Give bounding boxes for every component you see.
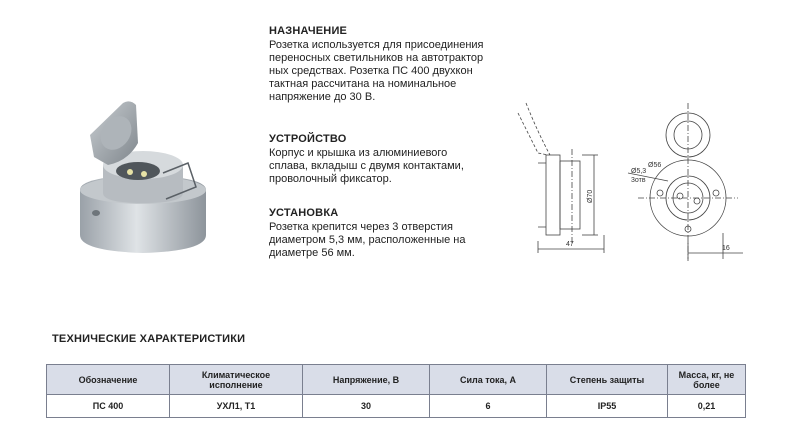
section-line: проволочный фиксатор. — [269, 173, 392, 185]
side-view — [518, 103, 604, 253]
section-line: Корпус и крышка из алюминиевого — [269, 147, 448, 159]
section-line: переносных светильников на автотрактор — [269, 52, 484, 64]
description-column — [269, 25, 501, 277]
tech-cell: УХЛ1, Т1 — [170, 395, 303, 418]
technical-drawing — [508, 93, 748, 268]
tech-cell: ПС 400 — [47, 395, 170, 418]
section-line: ных средствах. Розетка ПС 400 двухкон — [269, 65, 473, 77]
tech-table — [46, 364, 746, 418]
section-title: УСТРОЙСТВО — [269, 133, 347, 145]
section-line: Розетка используется для присоединения — [269, 39, 484, 51]
table-row — [47, 395, 746, 418]
tech-header-cell: Климатическое исполнение — [170, 365, 303, 395]
section-design — [269, 133, 501, 189]
product-photo — [68, 95, 218, 255]
dim-70-label: Ø70 — [587, 189, 594, 203]
section-line: Розетка крепится через 3 отверстия — [269, 221, 453, 233]
section-line: тактная рассчитана на номинальное — [269, 78, 457, 90]
tech-header-row — [47, 365, 746, 395]
dim-16-label: 16 — [722, 245, 730, 252]
tech-header-cell: Степень защиты — [547, 365, 668, 395]
tech-cell: 30 — [303, 395, 430, 418]
tech-header-cell: Напряжение, В — [303, 365, 430, 395]
tech-title: ТЕХНИЧЕСКИЕ ХАРАКТЕРИСТИКИ — [52, 333, 246, 345]
tech-cell: IP55 — [547, 395, 668, 418]
tech-cell: 6 — [430, 395, 547, 418]
section-line: напряжение до 30 В. — [269, 91, 376, 103]
section-line: диаметром 5,3 мм, расположенные на — [269, 234, 466, 246]
section-installation — [269, 207, 501, 260]
dim-3holes-label: 3отв — [631, 177, 646, 184]
dim-56-label: Ø56 — [648, 162, 662, 169]
tech-header-cell: Масса, кг, не более — [668, 365, 746, 395]
tech-header-cell: Обозначение — [47, 365, 170, 395]
section-line: диаметре 56 мм. — [269, 247, 355, 259]
tech-header-cell: Сила тока, А — [430, 365, 547, 395]
section-line: сплава, вкладыш с двумя контактами, — [269, 160, 464, 172]
section-title: УСТАНОВКА — [269, 207, 339, 219]
section-purpose — [269, 25, 501, 111]
dim-47-label: 47 — [566, 241, 574, 248]
section-title: НАЗНАЧЕНИЕ — [269, 25, 348, 37]
tech-cell: 0,21 — [668, 395, 746, 418]
dim-53-label: Ø5,3 — [631, 168, 647, 175]
